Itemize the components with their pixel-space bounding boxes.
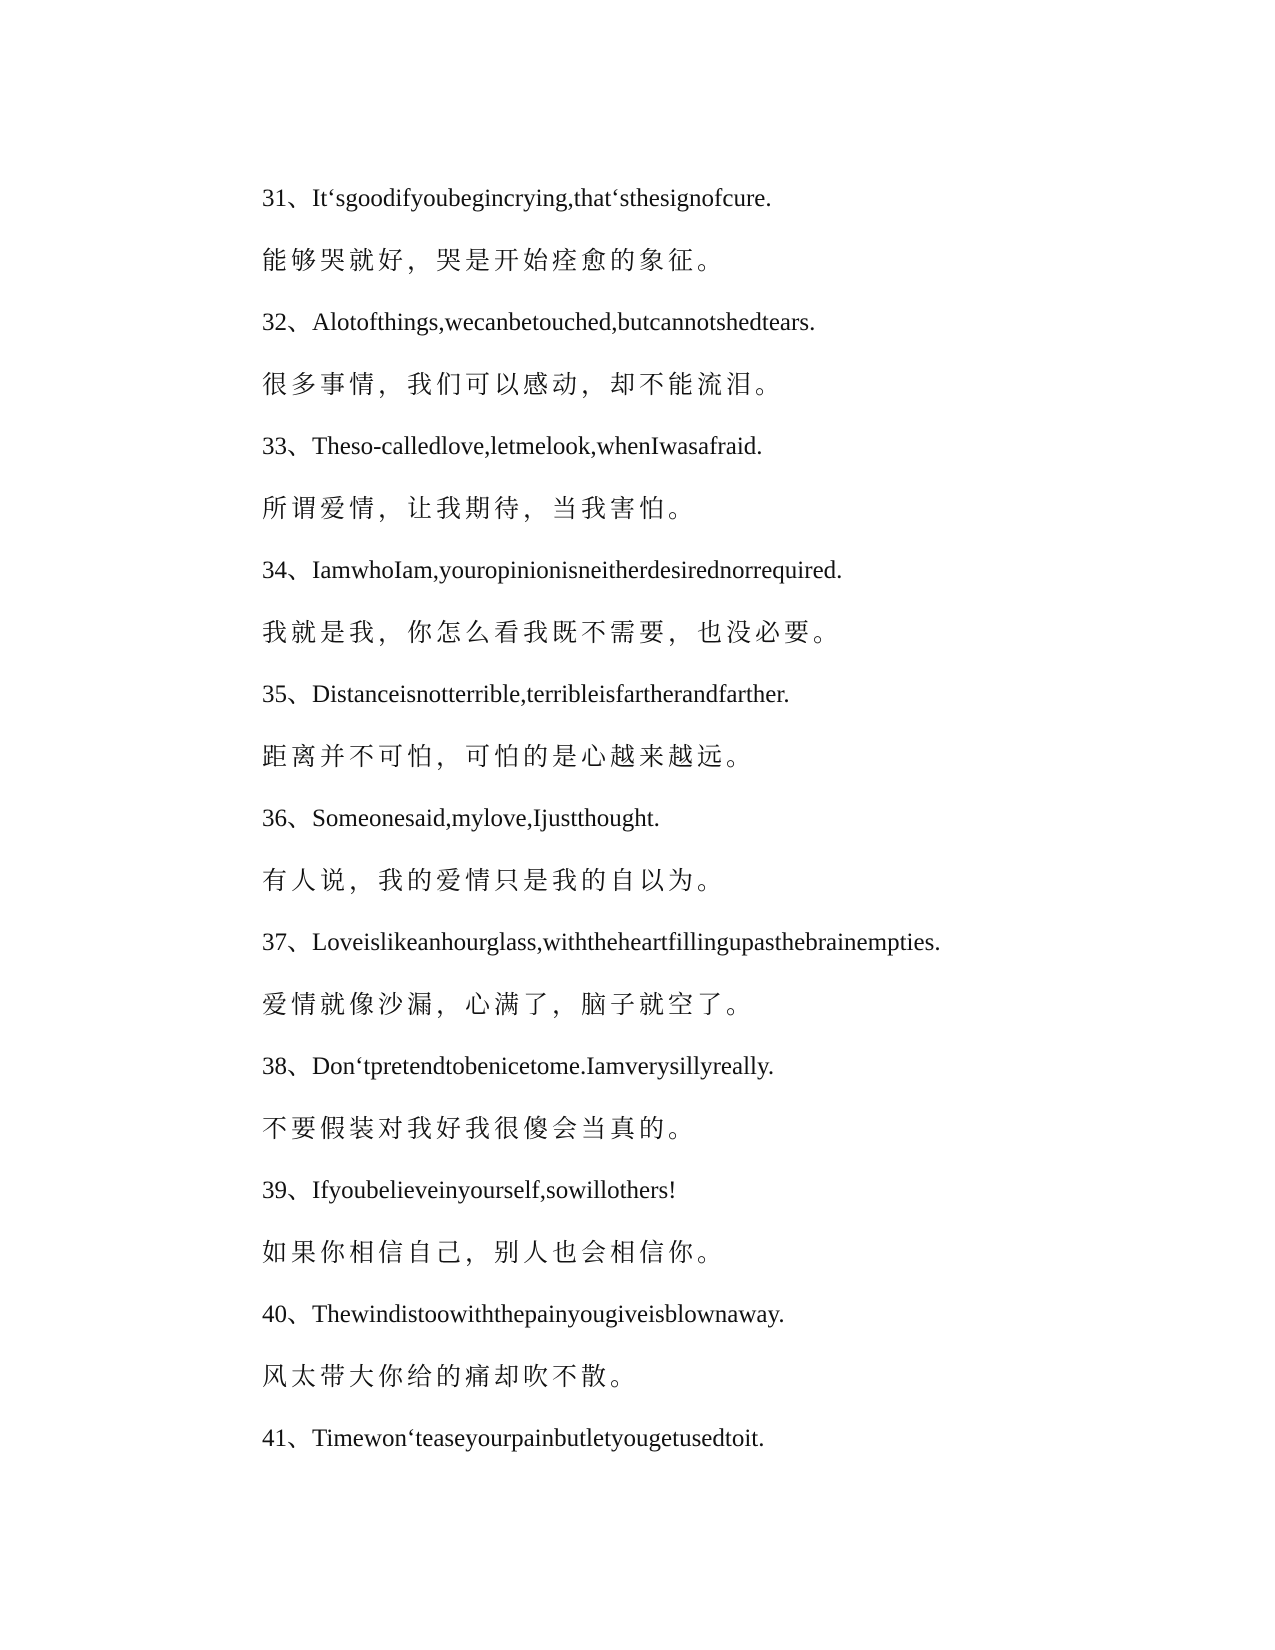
quote-separator: 、 — [287, 681, 313, 708]
quote-english-text: Someonesaid,mylove,Ijustthought. — [312, 805, 660, 832]
quote-english-text: Don‘tpretendtobenicetome.Iamverysillyreally. — [312, 1053, 775, 1080]
quote-separator: 、 — [287, 433, 313, 460]
quote-english-line — [262, 168, 1222, 230]
quote-number: 33 — [262, 433, 287, 460]
quote-chinese-line: 爱情就像沙漏，心满了，脑子就空了。 — [262, 990, 756, 1019]
quote-chinese-line: 距离并不可怕，可怕的是心越来越远。 — [262, 742, 756, 771]
quote-english-text: Theso-calledlove,letmelook,whenIwasafraid. — [312, 433, 763, 460]
quote-separator: 、 — [287, 185, 313, 212]
quote-chinese-line: 很多事情，我们可以感动，却不能流泪。 — [262, 370, 785, 399]
quote-chinese-line: 我就是我，你怎么看我既不需要，也没必要。 — [262, 618, 843, 647]
quote-english-line — [262, 416, 1222, 478]
quote-english-line — [262, 292, 1222, 354]
quote-number: 32 — [262, 309, 287, 336]
quote-number: 37 — [262, 929, 287, 956]
quote-english-line — [262, 788, 1222, 850]
quote-separator: 、 — [287, 805, 313, 832]
quote-separator: 、 — [287, 929, 313, 956]
quote-number: 34 — [262, 557, 287, 584]
quote-number: 39 — [262, 1177, 287, 1204]
quote-english-text: Thewindistoowiththepainyougiveisblownaway. — [312, 1301, 785, 1328]
quote-number: 38 — [262, 1053, 287, 1080]
quote-separator: 、 — [287, 1177, 313, 1204]
quote-chinese-line: 如果你相信自己，别人也会相信你。 — [262, 1238, 727, 1267]
quote-english-text: Alotofthings,wecanbetouched,butcannotshedtears. — [312, 309, 816, 336]
quote-english-line — [262, 1160, 1222, 1222]
quote-english-text: Timewon‘teaseyourpainbutletyougetusedtoit. — [312, 1425, 765, 1452]
quote-number: 41 — [262, 1425, 287, 1452]
quote-english-line — [262, 664, 1222, 726]
quote-english-line — [262, 1284, 1222, 1346]
quote-english-line — [262, 912, 1222, 974]
quote-chinese-line: 有人说，我的爱情只是我的自以为。 — [262, 866, 727, 895]
quote-english-line — [262, 540, 1222, 602]
quote-chinese-line: 风太带大你给的痛却吹不散。 — [262, 1362, 640, 1391]
quote-separator: 、 — [287, 309, 313, 336]
quote-separator: 、 — [287, 1301, 313, 1328]
quote-english-text: It‘sgoodifyoubegincrying,that‘sthesignofcure. — [312, 185, 772, 212]
quote-english-text: IamwhoIam,youropinionisneitherdesirednorrequired. — [312, 557, 843, 584]
quote-chinese-line: 所谓爱情，让我期待，当我害怕。 — [262, 494, 698, 523]
quote-separator: 、 — [287, 1053, 313, 1080]
quote-number: 40 — [262, 1301, 287, 1328]
quote-english-line — [262, 1408, 1222, 1470]
quote-number: 31 — [262, 185, 287, 212]
quote-english-text: Ifyoubelieveinyourself,sowillothers! — [312, 1177, 677, 1204]
quote-english-line — [262, 1036, 1222, 1098]
quote-chinese-line: 不要假装对我好我很傻会当真的。 — [262, 1114, 698, 1143]
quote-chinese-line: 能够哭就好，哭是开始痊愈的象征。 — [262, 246, 727, 275]
quote-number: 35 — [262, 681, 287, 708]
quote-english-text: Loveislikeanhourglass,withtheheartfillingupasthebrainempties. — [312, 929, 941, 956]
quote-list — [262, 168, 1222, 1470]
quote-number: 36 — [262, 805, 287, 832]
quote-separator: 、 — [287, 1425, 313, 1452]
quote-english-text: Distanceisnotterrible,terribleisfartherandfarther. — [312, 681, 790, 708]
quote-separator: 、 — [287, 557, 313, 584]
